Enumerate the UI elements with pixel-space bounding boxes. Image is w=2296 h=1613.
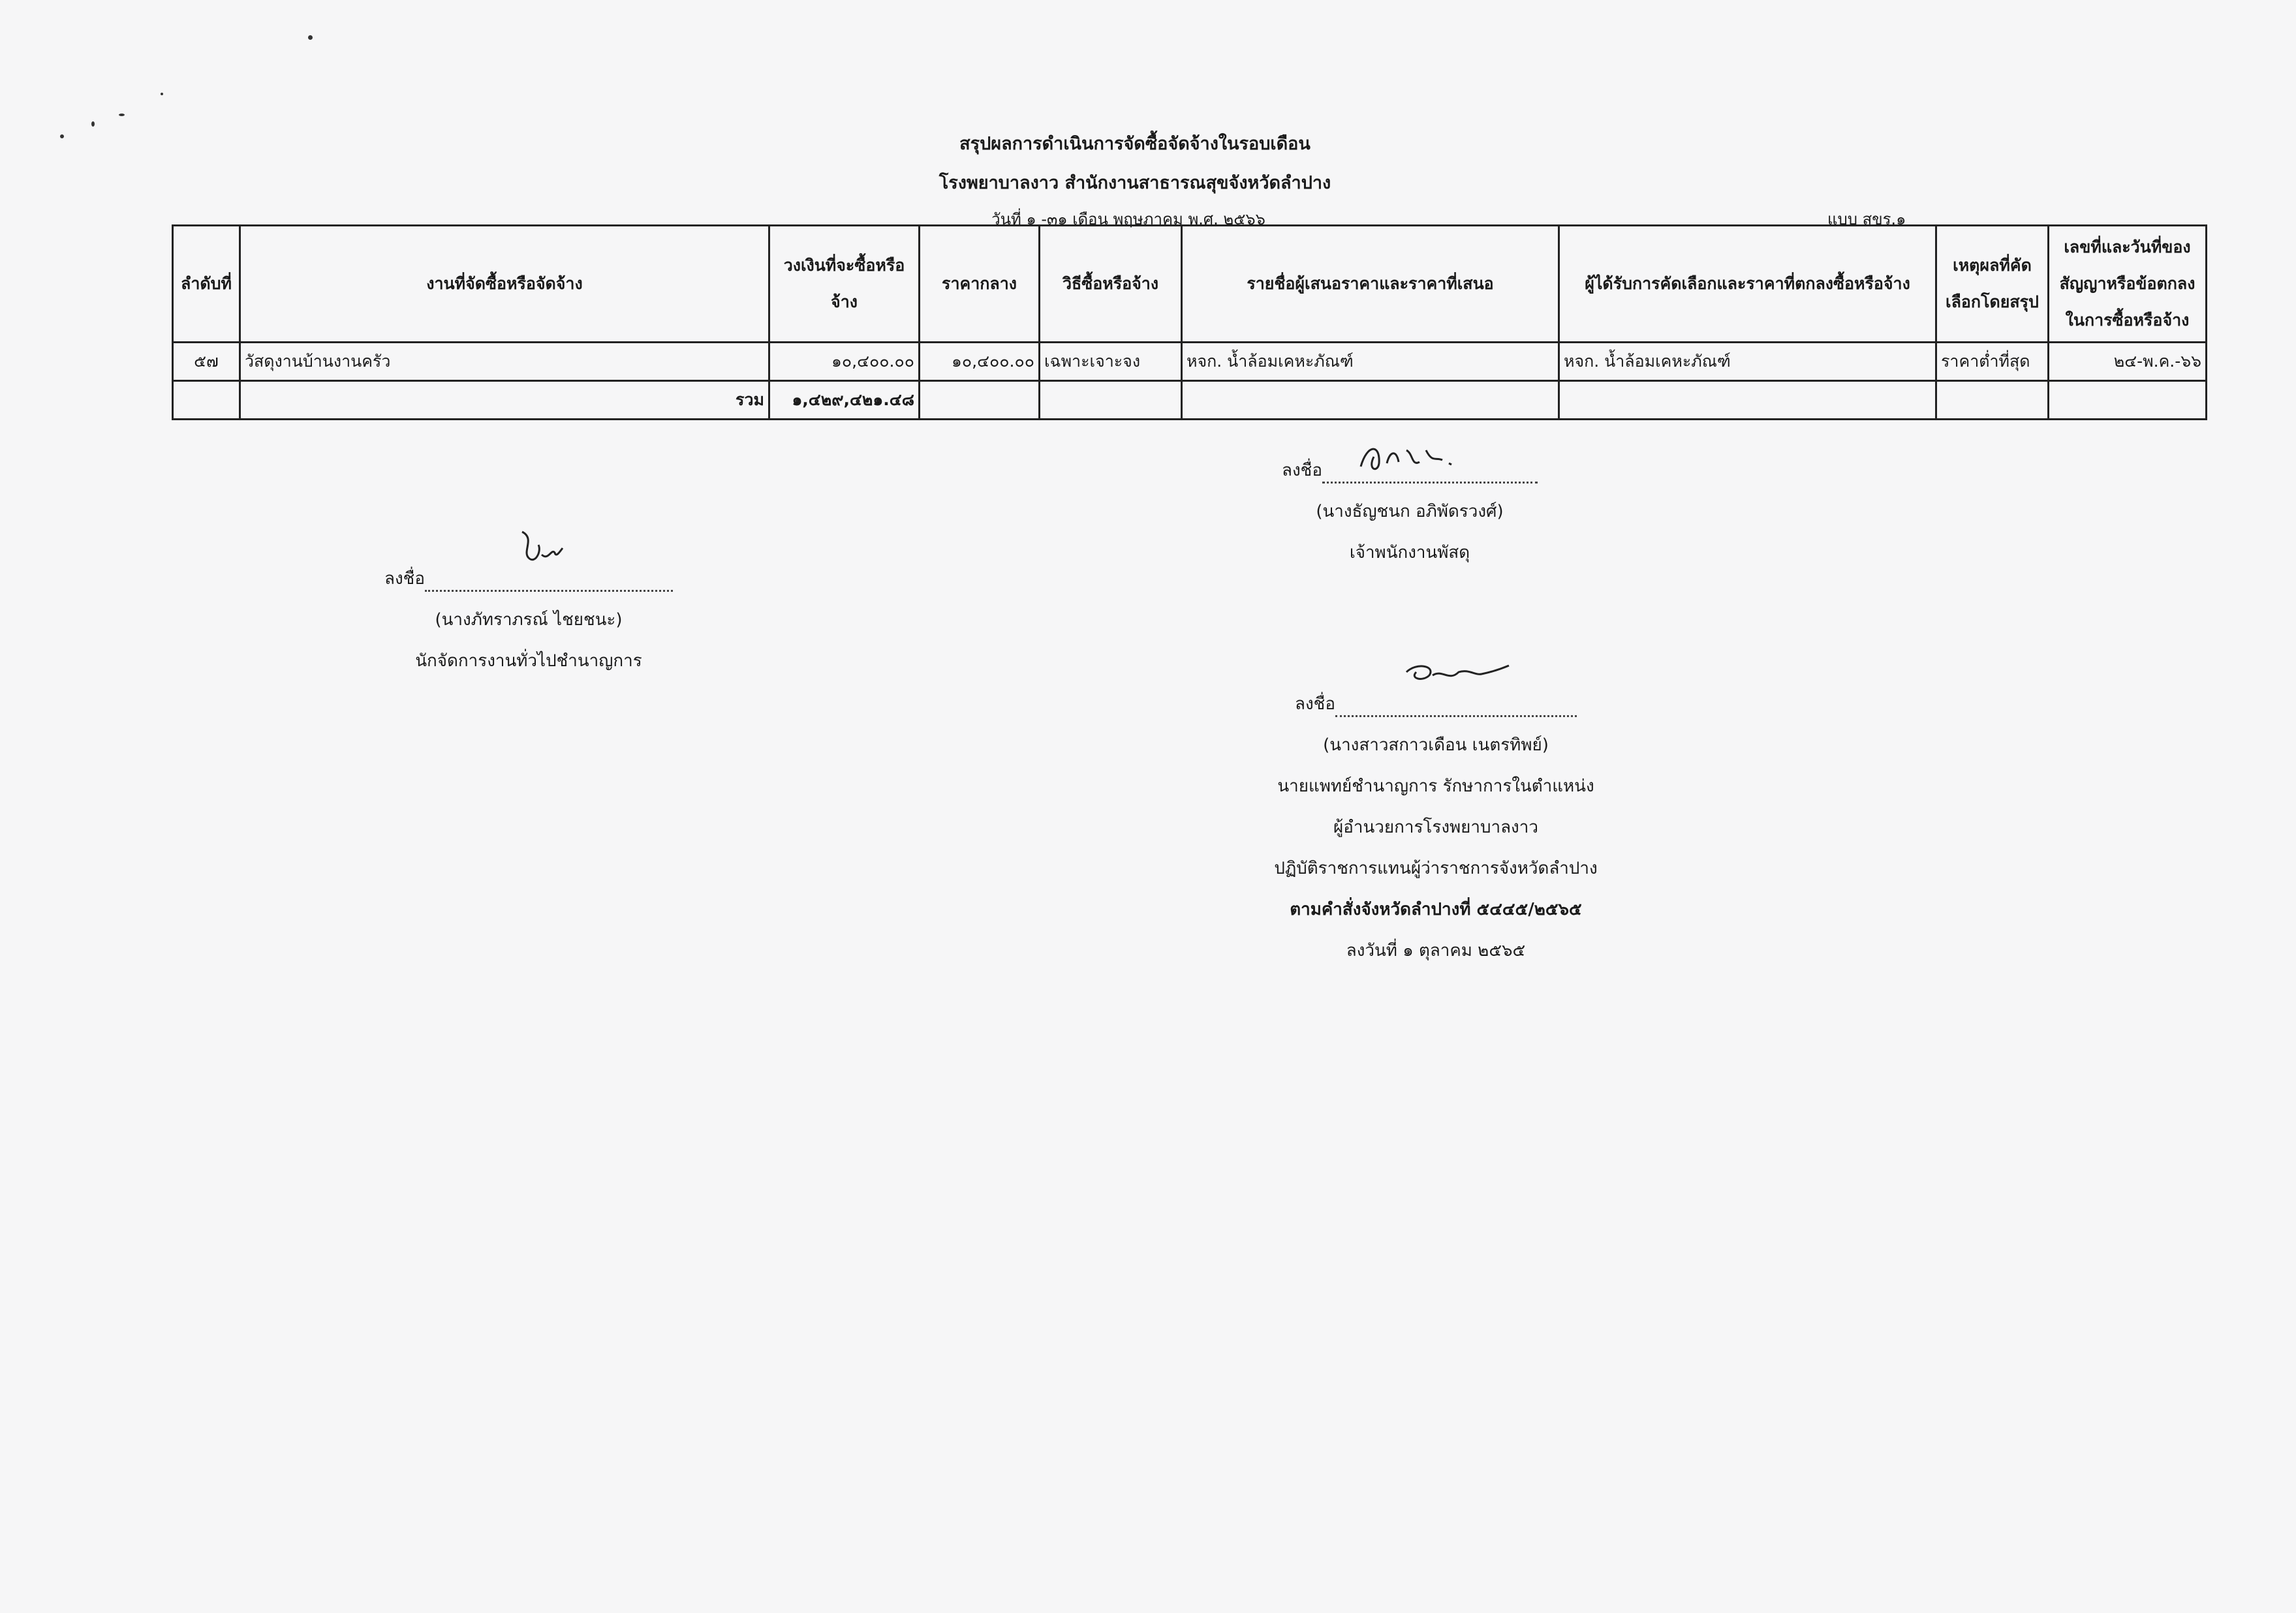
col-header-item: งานที่จัดซื้อหรือจัดจ้าง <box>240 226 769 343</box>
scan-speck <box>308 35 313 40</box>
signature-block-director <box>1266 690 1606 978</box>
cell-contract: ๒๔-พ.ค.-๖๖ <box>2049 343 2207 381</box>
document-period: วันที่ ๑ -๓๑ เดือน พฤษภาคม พ.ศ. ๒๕๖๖ <box>991 210 1265 228</box>
signer-line-4: ตามคำสั่งจังหวัดลำปางที่ ๕๔๔๕/๒๕๖๕ <box>1290 900 1582 919</box>
cell-method: เฉพาะเจาะจง <box>1040 343 1182 381</box>
signer-line-5: ลงวันที่ ๑ ตุลาคม ๒๕๖๕ <box>1346 941 1526 960</box>
document-subtitle: โรงพยาบาลงาว สำนักงานสาธารณสุขจังหวัดลำปาง <box>939 173 1331 193</box>
scan-speck <box>161 93 163 95</box>
cell-bidders: หจก. น้ำล้อมเคหะภัณฑ์ <box>1182 343 1559 381</box>
table-total-row <box>173 381 2207 420</box>
col-header-winner: ผู้ได้รับการคัดเลือกและราคาที่ตกลงซื้อหรือจ้าง <box>1559 226 1936 343</box>
col-header-budget: วงเงินที่จะซื้อหรือจ้าง <box>769 226 920 343</box>
table-header-row <box>173 226 2207 343</box>
signer-line-2: ผู้อำนวยการโรงพยาบาลงาว <box>1333 818 1538 837</box>
sign-label: ลงชื่อ <box>1295 694 1335 714</box>
handwritten-signature-analyst <box>516 525 568 571</box>
procurement-table <box>172 224 2207 420</box>
col-header-contract: เลขที่และวันที่ของสัญญาหรือข้อตกลงในการซื้อหรือจ้าง <box>2049 226 2207 343</box>
cell-item: วัสดุงานบ้านงานครัว <box>240 343 769 381</box>
signer-name: (นางภัทราภรณ์ ไชยชนะ) <box>435 610 623 630</box>
signature-block-analyst <box>365 565 692 688</box>
cell-median: ๑๐,๔๐๐.๐๐ <box>920 343 1040 381</box>
total-label: รวม <box>240 381 769 420</box>
signer-name: (นางธัญชนก อภิพัดรวงศ์) <box>1316 502 1504 521</box>
signer-line-3: ปฏิบัติราชการแทนผู้ว่าราชการจังหวัดลำปาง <box>1274 859 1598 878</box>
col-header-median: ราคากลาง <box>920 226 1040 343</box>
cell-reason: ราคาต่ำที่สุด <box>1936 343 2049 381</box>
signer-position: นักจัดการงานทั่วไปชำนาญการ <box>415 651 642 671</box>
col-header-reason: เหตุผลที่คัดเลือกโดยสรุป <box>1936 226 2049 343</box>
scan-speck <box>119 114 125 116</box>
cell-budget: ๑๐,๔๐๐.๐๐ <box>769 343 920 381</box>
signer-line-1: นายแพทย์ชำนาญการ รักษาการในตำแหน่ง <box>1277 776 1594 796</box>
col-header-bidders: รายชื่อผู้เสนอราคาและราคาที่เสนอ <box>1182 226 1559 343</box>
table-row <box>173 343 2207 381</box>
col-header-method: วิธีซื้อหรือจ้าง <box>1040 226 1182 343</box>
signer-position: เจ้าพนักงานพัสดุ <box>1349 543 1470 562</box>
total-value: ๑,๔๒๙,๔๒๑.๔๘ <box>769 381 920 420</box>
signer-name: (นางสาวสกาวเดือน เนตรทิพย์) <box>1323 735 1549 755</box>
form-code: แบบ สขร.๑ <box>1827 210 1906 228</box>
sign-label: ลงชื่อ <box>1282 461 1322 480</box>
document-title: สรุปผลการดำเนินการจัดซื้อจัดจ้างในรอบเดือน <box>959 134 1311 154</box>
col-header-no: ลำดับที่ <box>173 226 240 343</box>
cell-no: ๕๗ <box>173 343 240 381</box>
handwritten-signature-supply <box>1354 437 1459 483</box>
scan-speck <box>91 121 95 127</box>
sign-label: ลงชื่อ <box>384 569 425 589</box>
cell-winner: หจก. น้ำล้อมเคหะภัณฑ์ <box>1559 343 1936 381</box>
handwritten-signature-director <box>1397 656 1514 688</box>
